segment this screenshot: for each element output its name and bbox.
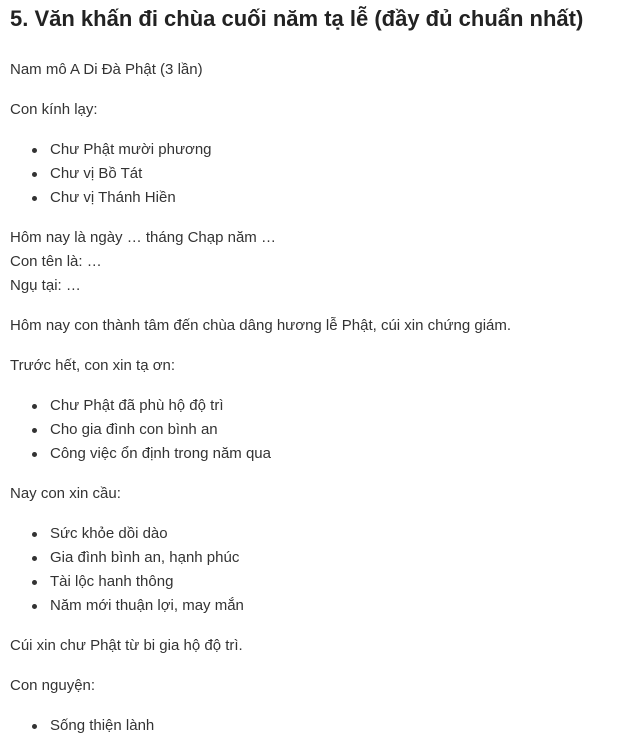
salutation-line: Con kính lạy: bbox=[10, 101, 98, 118]
wishes-intro: Nay con xin cầu: bbox=[10, 485, 121, 502]
blessing-line: Cúi xin chư Phật từ bi gia hộ độ trì. bbox=[10, 637, 243, 654]
list-item: Chư Phật mười phương bbox=[32, 138, 641, 162]
list-item: Năm mới thuận lợi, may mắn bbox=[32, 594, 641, 618]
vow-list bbox=[10, 714, 641, 738]
list-item: Chư vị Bồ Tát bbox=[32, 162, 641, 186]
list-item: Chư Phật đã phù hộ độ trì bbox=[32, 394, 641, 418]
list-item: Gia đình bình an, hạnh phúc bbox=[32, 546, 641, 570]
vow-intro: Con nguyện: bbox=[10, 677, 96, 694]
bullet-icon bbox=[32, 172, 37, 177]
bullet-icon bbox=[32, 428, 37, 433]
wishes-list bbox=[10, 522, 641, 618]
bullet-icon bbox=[32, 556, 37, 561]
opening-line: Nam mô A Di Đà Phật (3 lần) bbox=[10, 61, 203, 78]
bullet-icon bbox=[32, 604, 37, 609]
intent-line: Hôm nay con thành tâm đến chùa dâng hương lễ Phật, cúi xin chứng giám. bbox=[10, 317, 512, 334]
list-item: Công việc ổn định trong năm qua bbox=[32, 442, 641, 466]
list-item: Chư vị Thánh Hiền bbox=[32, 186, 641, 210]
list-item: Sống thiện lành bbox=[32, 714, 641, 738]
date-line: Hôm nay là ngày … tháng Chạp năm … bbox=[10, 229, 276, 246]
name-line: Con tên là: … bbox=[10, 253, 102, 270]
bullet-icon bbox=[32, 404, 37, 409]
bullet-icon bbox=[32, 724, 37, 729]
bullet-icon bbox=[32, 532, 37, 537]
salutation-list bbox=[10, 138, 641, 210]
thanks-list bbox=[10, 394, 641, 466]
bullet-icon bbox=[32, 580, 37, 585]
list-item: Tài lộc hanh thông bbox=[32, 570, 641, 594]
bullet-icon bbox=[32, 452, 37, 457]
address-line: Ngụ tại: … bbox=[10, 277, 81, 294]
list-item: Cho gia đình con bình an bbox=[32, 418, 641, 442]
bullet-icon bbox=[32, 196, 37, 201]
article-heading: 5. Văn khấn đi chùa cuối năm tạ lễ (đầy đủ chuẩn nhất) bbox=[10, 6, 584, 31]
bullet-icon bbox=[32, 148, 37, 153]
article bbox=[10, 0, 641, 738]
thanks-intro: Trước hết, con xin tạ ơn: bbox=[10, 357, 176, 374]
list-item: Sức khỏe dồi dào bbox=[32, 522, 641, 546]
